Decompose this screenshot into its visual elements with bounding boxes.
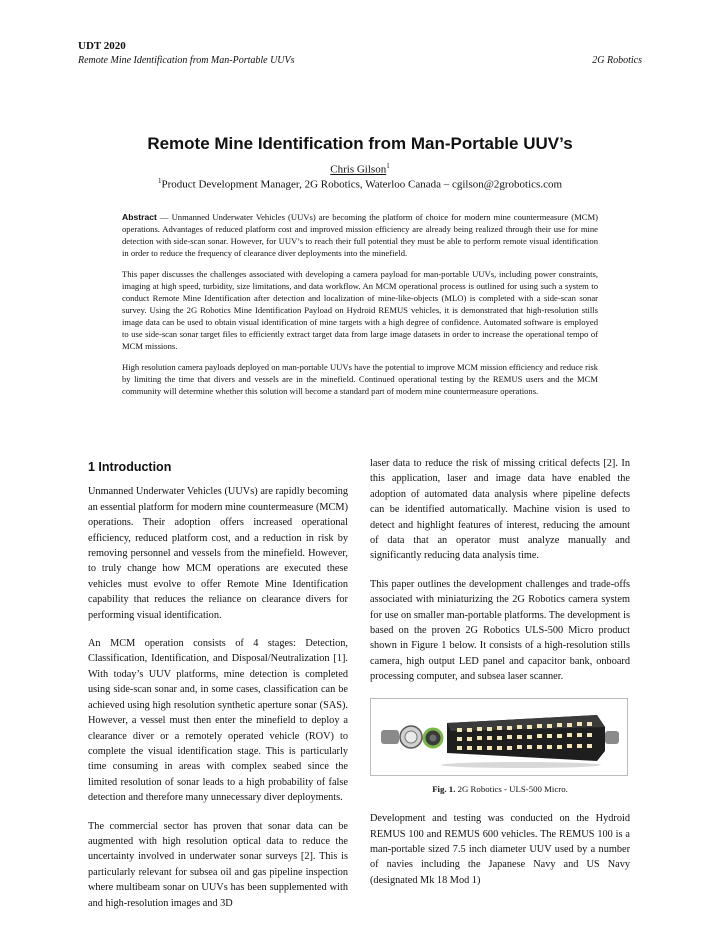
- abstract-label: Abstract: [122, 212, 157, 222]
- author-name: Chris Gilson: [330, 163, 387, 176]
- figure-caption-text: 2G Robotics - ULS-500 Micro.: [455, 783, 568, 794]
- figure-1-image: [370, 698, 628, 776]
- running-title: Remote Mine Identification from Man-Portable UUVs: [78, 55, 295, 66]
- intro-paragraph-6: Development and testing was conducted on the Hydroid REMUS 100 and REMUS 600 vehicles. The REMUS 100 is a man-portable sized 7.5 inch diameter UUV used by a number of navies including the Japanese Navy and US Navy (designated Mk 18 Mod 1): [370, 813, 630, 886]
- uls-500-micro-illustration: [371, 699, 627, 775]
- author-line: [0, 162, 720, 176]
- organization-name: 2G Robotics: [592, 55, 642, 66]
- abstract-paragraph-3: High resolution camera payloads deployed on man-portable UUVs have the potential to improve MCM mission efficiency and reduce risk by limiting the time that divers and vessels are in the minefield. Continued operational testing by the REMUS users and the MCM community will determine whether this solution will become a standard part of modern mine countermeasure operations.: [122, 362, 598, 396]
- intro-paragraph-4: laser data to reduce the risk of missing critical defects [2]. In this application, laser and image data have enabled the adoption of automated data analysis where pipeline defects can be identified automatically. Machine vision is used to detect and highlight features of interest, reducing the amount of data that an operator must analyze manually and significantly reducing data analysis time.: [370, 458, 630, 562]
- figure-label: Fig. 1.: [432, 783, 456, 794]
- abstract-dash: —: [156, 212, 172, 222]
- conference-name: UDT 2020: [78, 40, 126, 52]
- left-end-cap: [381, 730, 399, 744]
- section-heading-introduction: 1 Introduction: [88, 460, 172, 474]
- affiliation-text: Product Development Manager, 2G Robotics, Waterloo Canada – cgilson@2grobotics.com: [161, 178, 563, 191]
- affiliation-line: [0, 177, 720, 191]
- paper-title: Remote Mine Identification from Man-Portable UUV’s: [147, 134, 573, 153]
- abstract-paragraph-1: [122, 211, 598, 259]
- right-end-cap: [605, 731, 619, 744]
- author-superscript: 1: [386, 162, 390, 170]
- abstract: [122, 211, 598, 406]
- abstract-text-1: Unmanned Underwater Vehicles (UUVs) are becoming the platform of choice for modern mine countermeasure (MCM) operations. Advantages of reduced platform cost and improved mission efficiency are already being realized through their use for mine detection with side-scan sonar. However, for UUV’s to reach their full potential they must be able to perform remote visual identification in order to reduce the frequency of clearance diver deployments into the minefield.: [122, 212, 598, 258]
- right-column: [370, 456, 630, 901]
- affiliation-superscript: 1: [157, 177, 162, 185]
- intro-paragraph-5: This paper outlines the development challenges and trade-offs associated with miniaturizing the 2G Robotics camera system for use on smaller man-portable platforms. The development is based on the proven 2G Robotics ULS-500 Micro product shown in Figure 1 below. It consists of a high-resolution stills camera, high output LED panel and capacitor bank, onboard processing computer, and subsea laser scanner.: [370, 578, 630, 683]
- intro-paragraph-3: The commercial sector has proven that sonar data can be augmented with high resolution optical data to reduce the uncertainty involved in underwater sonar surveys [2]. This is particularly relevant for subsea oil and gas pipeline inspection where multibeam sonar on UUVs has been supplemented with and high-resolution images and 3D: [88, 820, 348, 909]
- figure-1-caption: [370, 782, 630, 797]
- intro-paragraph-1: Unmanned Underwater Vehicles (UUVs) are rapidly becoming an essential platform for modern mine countermeasure (MCM) operations. Their adoption offers increased operational efficiency, reduced platform cost, and a reduction in risk by removing personnel and vessels from the minefield. However, to truly change how MCM operations are executed these vehicles must evolve to offer Remote Mine Identification capability that reduces the reliance on clearance divers for performing visual identification.: [88, 486, 348, 621]
- left-column: [88, 457, 348, 924]
- intro-paragraph-2: An MCM operation consists of 4 stages: Detection, Classification, Identification, and Disposal/Neutralization [1]. With today’s UUV platforms, mine detection is completed using side-scan sonar and, in some cases, classification can be achieved using high resolution synthetic aperture sonar (SAS). However, a vessel must then enter the minefield to deploy a clearance diver or a remotely operated vehicle (ROV) to complete the visual identification stage. This is particularly time consuming in areas with complex seabed since the limited resolution of sonar leads to a high probability of false detection and therefore many unnecessary diver deployments.: [88, 638, 348, 804]
- abstract-paragraph-2: This paper discusses the challenges associated with developing a camera payload for man-portable UUVs, including power constraints, imaging at high speed, turbidity, size limitations, and data workflow. An MCM operational process is outlined for using such a system to conduct Remote Mine Identification after detection and localization of mine-like-objects (MLO) is completed with a side-scan sonar survey. Using the 2G Robotics Mine Identification Payload on Hydroid REMUS vehicles, it is demonstrated that high-resolution stills image data can be used to obtain visual identification of mine targets with a high degree of confidence. Automated software is employed to use side-scan sonar target files to efficiently extract target data from large image datasets in order to increase the operational tempo of MCM missions.: [122, 269, 598, 351]
